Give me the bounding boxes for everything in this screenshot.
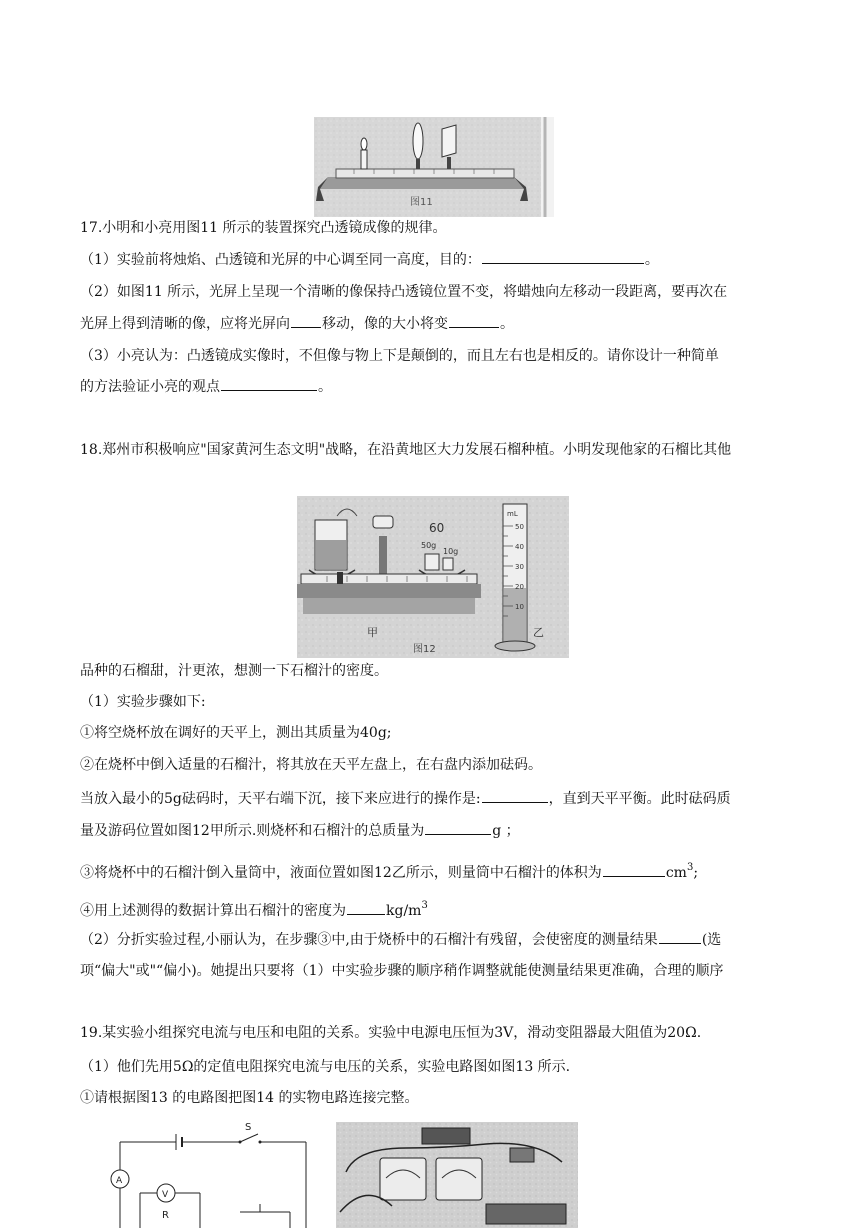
q17-answer-blank-1[interactable] [482,249,644,264]
q17-intro: 17.小明和小亮用图11 所示的装置探究凸透镜成像的规律。 [80,220,447,236]
fig12-tick-30: 30 [515,563,524,571]
fig13-switch-label: S [245,1122,252,1133]
q17-part2-line1: （2）如图11 所示，光屏上呈现一个清晰的像保持凸透镜位置不变，将蜡烛向左移动一段距离，要再次在 [80,284,728,300]
q18-step3: ③将烧杯中的石榴汁倒入量筒中，液面位置如图12乙所示，则量筒中石榴汁的体积为 $cm^3$; [80,862,699,881]
q18-part2-line1: （2）分折实验过程,小丽认为，在步骤③中,由于烧桥中的石榴汁有残留，会使密度的测量结果 (选 [80,929,721,950]
fig12-10g-label: 10g [443,547,459,556]
q17-answer-blank-2[interactable] [291,313,321,328]
q18-step2: ②在烧杯中倒入适量的石榴汁，将其放在天平左盘上，在右盘内添加砝码。 [80,757,542,773]
q17-answer-blank-3[interactable] [449,313,499,328]
fig12-tick-40: 40 [515,543,524,551]
figure-11 [314,117,554,217]
q18-step1: ①将空烧杯放在调好的天平上，测出其质量为40g; [80,725,392,741]
q18-step2-cont2: 量及游码位置如图12甲所示.则烧杯和石榴汁的总质量为 g ； [80,820,520,841]
q17-part3-line1: （3）小亮认为：凸透镜成实像时，不但像与物上下是颠倒的，而且左右也是相反的。请你设计一种简单 [80,348,719,364]
q18-part2-line2: 项“偏大"或"“偏小)。她提出只要将（1）中实验步骤的顺序稍作调整就能使测量结果更准确，合理的顺序 [80,963,724,979]
fig13-resistor-label: R [162,1210,169,1221]
q18-step4: ④用上述测得的数据计算出石榴汁的密度为 $kg/m^3$ [80,900,428,919]
figure-12 [297,496,569,658]
q18-part1: （1）实验步骤如下: [80,694,206,710]
q18-answer-blank-5[interactable] [659,929,701,944]
fig12-label-left: 甲 [367,626,378,639]
fig12-caption: 图12 [413,644,436,655]
figure-11-caption: 图11 [410,197,433,208]
q18-step2-cont1: 当放入最小的5g砝码时，天平右端下沉，接下来应进行的操作是: ，直到天平平衡。此时砝码质 [80,788,731,809]
figure-14-photo [336,1122,578,1228]
q18-answer-blank-4[interactable] [347,900,385,915]
figure-13-circuit [100,1118,315,1228]
q18-answer-blank-3[interactable] [603,862,665,877]
q18-answer-blank-2[interactable] [425,820,491,835]
fig12-tick-50: 50 [515,523,524,531]
q17-answer-blank-4[interactable] [221,376,317,391]
fig12-label-right: 乙 [533,626,544,639]
q17-part2-line2: 光屏上得到清晰的像，应将光屏向 移动，像的大小将变 。 [80,313,514,334]
q19-intro: 19.某实验小组探究电流与电压和电阻的关系。实验中电源电压恒为3V，滑动变阻器最大阻值为20Ω. [80,1025,702,1041]
q17-part3-line2: 的方法验证小亮的观点 。 [80,376,332,397]
fig12-tick-10: 10 [515,603,524,611]
q18-answer-blank-1[interactable] [482,788,548,803]
fig13-ammeter-label: A [116,1176,123,1186]
q17-part1: （1）实验前将烛焰、凸透镜和光屏的中心调至同一高度，目的： 。 [80,249,659,270]
q18-continued: 品种的石榴甜，汁更浓，想测一下石榴汁的密度。 [80,663,388,679]
fig12-50g-label: 50g [421,541,437,550]
fig12-tick-20: 20 [515,583,524,591]
fig13-voltmeter-label: V [162,1190,169,1200]
q19-step1: ①请根据图13 的电路图把图14 的实物电路连接完整。 [80,1090,419,1106]
q19-part1: （1）他们先用5Ω的定值电阻探究电流与电压的关系，实验电路图如图13 所示. [80,1059,571,1075]
q18-intro: 18.郑州市积极响应"国家黄河生态文明"战略，在沿黄地区大力发展石榴种植。小明发现他家的石榴比其他 [80,442,732,458]
fig12-60-label: 60 [429,521,445,535]
fig12-ml: mL [507,510,518,518]
